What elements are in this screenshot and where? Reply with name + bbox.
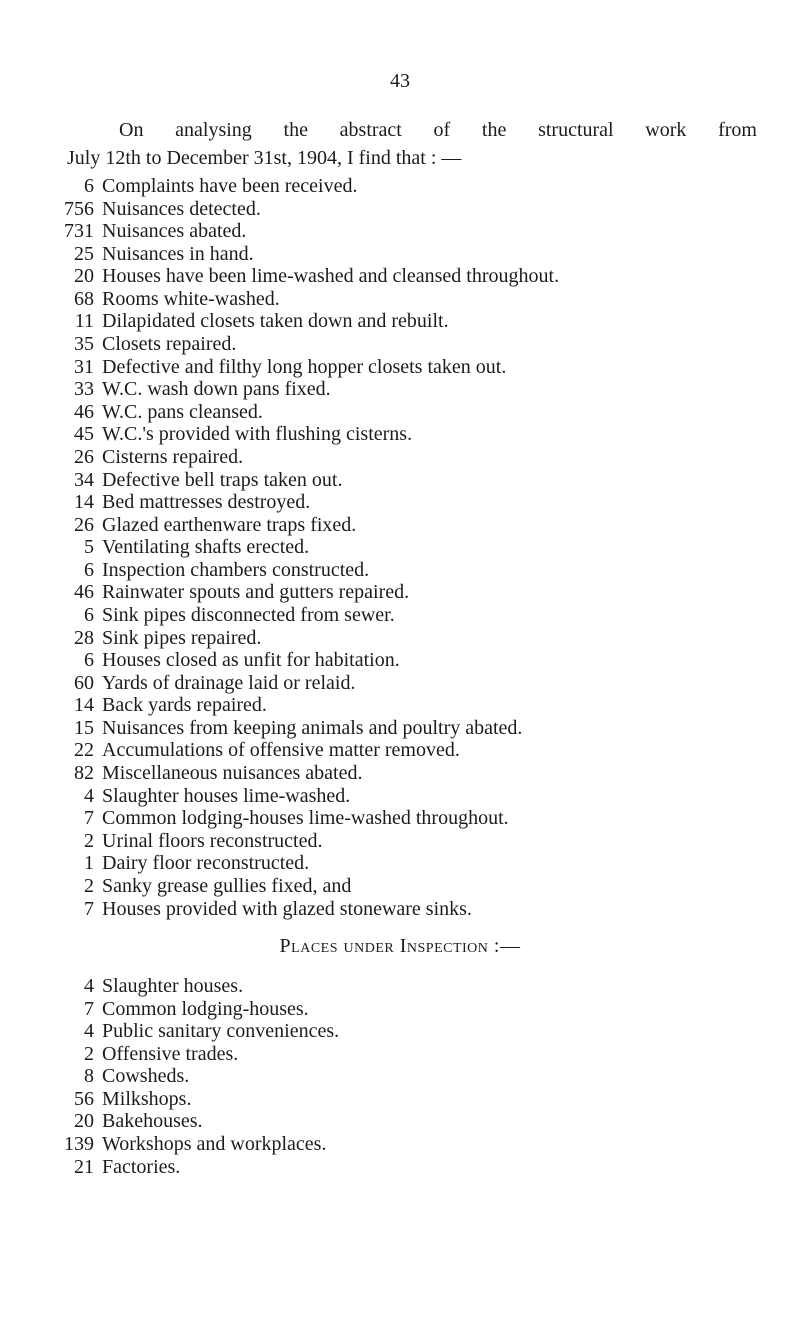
item-count: 14	[74, 694, 94, 717]
item-text: Common lodging-houses lime-washed throughout.	[102, 807, 509, 830]
list-item	[52, 581, 772, 604]
list-item	[52, 1020, 772, 1043]
item-text: Rainwater spouts and gutters repaired.	[102, 581, 410, 604]
item-text: Ventilating shafts erected.	[102, 536, 310, 559]
item-count: 4	[84, 784, 94, 807]
item-text: Dilapidated closets taken down and rebuilt.	[102, 310, 449, 333]
item-count: 26	[74, 445, 94, 468]
places-under-inspection-list	[52, 975, 772, 1178]
list-item	[52, 717, 772, 740]
list-item	[52, 514, 772, 537]
item-count: 4	[84, 1020, 94, 1043]
item-count: 2	[84, 1042, 94, 1065]
item-text: Dairy floor reconstructed.	[102, 852, 310, 875]
list-item	[52, 739, 772, 762]
item-count: 28	[74, 626, 94, 649]
item-count: 45	[74, 423, 94, 446]
list-item	[52, 1088, 772, 1111]
list-item	[52, 491, 772, 514]
item-text: Nuisances from keeping animals and poultry abated.	[102, 716, 523, 739]
item-text: Bakehouses.	[102, 1110, 203, 1133]
item-text: Sink pipes repaired.	[102, 626, 262, 649]
item-text: Bed mattresses destroyed.	[102, 491, 311, 514]
item-text: Nuisances detected.	[102, 197, 261, 220]
list-item	[52, 423, 772, 446]
item-text: Complaints have been received.	[102, 175, 358, 197]
item-text: Defective bell traps taken out.	[102, 468, 343, 491]
item-count: 60	[74, 671, 94, 694]
item-count: 6	[84, 603, 94, 626]
item-count: 7	[84, 997, 94, 1020]
list-item	[52, 243, 772, 266]
structural-work-list	[52, 175, 772, 920]
list-item	[52, 288, 772, 311]
item-count: 31	[74, 355, 94, 378]
item-count: 11	[74, 310, 94, 333]
item-count: 7	[84, 807, 94, 830]
list-item	[52, 469, 772, 492]
list-item	[52, 604, 772, 627]
item-count: 6	[84, 558, 94, 581]
item-count: 731	[64, 220, 94, 243]
list-item	[52, 627, 772, 650]
item-count: 35	[74, 333, 94, 356]
list-item	[52, 198, 772, 221]
intro-line-1: On analysing the abstract of the structural work from	[119, 119, 757, 141]
list-item	[52, 333, 772, 356]
list-item	[52, 898, 772, 921]
list-item	[52, 998, 772, 1021]
item-count: 33	[74, 378, 94, 401]
list-item	[52, 356, 772, 379]
item-text: Houses have been lime-washed and cleansed throughout.	[102, 265, 560, 288]
item-count: 46	[74, 400, 94, 423]
list-item	[52, 401, 772, 424]
item-text: Slaughter houses.	[102, 975, 244, 997]
item-count: 25	[74, 242, 94, 265]
item-text: Inspection chambers constructed.	[102, 558, 370, 581]
list-item	[52, 559, 772, 582]
item-count: 82	[74, 762, 94, 785]
list-item	[52, 875, 772, 898]
item-text: Glazed earthenware traps fixed.	[102, 513, 357, 536]
item-count: 139	[64, 1133, 94, 1156]
item-count: 20	[74, 1110, 94, 1133]
item-count: 2	[84, 874, 94, 897]
item-count: 756	[64, 197, 94, 220]
item-text: Urinal floors reconstructed.	[102, 829, 323, 852]
list-item	[52, 852, 772, 875]
item-count: 46	[74, 581, 94, 604]
item-text: Houses provided with glazed stoneware sinks.	[102, 897, 472, 920]
item-text: Defective and filthy long hopper closets taken out.	[102, 355, 507, 378]
item-text: Miscellaneous nuisances abated.	[102, 762, 363, 785]
item-text: W.C. wash down pans fixed.	[102, 378, 331, 401]
item-count: 4	[84, 975, 94, 997]
places-under-inspection-heading: Places under Inspection :—	[279, 935, 521, 957]
list-item	[52, 1156, 772, 1179]
list-item	[52, 1110, 772, 1133]
item-count: 5	[84, 536, 94, 559]
item-text: Common lodging-houses.	[102, 997, 309, 1020]
list-item	[52, 175, 772, 198]
item-count: 15	[74, 716, 94, 739]
item-text: Workshops and workplaces.	[102, 1133, 327, 1156]
item-text: Yards of drainage laid or relaid.	[102, 671, 356, 694]
item-text: Nuisances in hand.	[102, 242, 254, 265]
item-text: Public sanitary conveniences.	[102, 1020, 340, 1043]
item-text: Offensive trades.	[102, 1042, 239, 1065]
item-text: Closets repaired.	[102, 333, 237, 356]
item-text: Houses closed as unfit for habitation.	[102, 649, 400, 672]
list-item	[52, 1065, 772, 1088]
item-count: 56	[74, 1087, 94, 1110]
item-text: Factories.	[102, 1155, 181, 1178]
item-count: 20	[74, 265, 94, 288]
list-item	[52, 220, 772, 243]
item-count: 6	[84, 175, 94, 197]
list-item	[52, 830, 772, 853]
item-count: 68	[74, 287, 94, 310]
list-item	[52, 310, 772, 333]
item-text: Cisterns repaired.	[102, 445, 244, 468]
list-item	[52, 378, 772, 401]
page-number: 43	[390, 70, 410, 92]
item-count: 8	[84, 1065, 94, 1088]
item-text: W.C.'s provided with flushing cisterns.	[102, 423, 413, 446]
item-text: Sanky grease gullies fixed, and	[102, 874, 352, 897]
list-item	[52, 807, 772, 830]
intro-line-2: July 12th to December 31st, 1904, I find that : —	[67, 147, 462, 169]
list-item	[52, 446, 772, 469]
item-text: Milkshops.	[102, 1087, 192, 1110]
list-item	[52, 762, 772, 785]
item-text: Rooms white-washed.	[102, 287, 280, 310]
item-count: 6	[84, 649, 94, 672]
item-text: W.C. pans cleansed.	[102, 400, 263, 423]
item-count: 1	[84, 852, 94, 875]
item-count: 21	[74, 1155, 94, 1178]
list-item	[52, 265, 772, 288]
list-item	[52, 785, 772, 808]
list-item	[52, 1133, 772, 1156]
item-count: 26	[74, 513, 94, 536]
item-count: 7	[84, 897, 94, 920]
list-item	[52, 694, 772, 717]
item-text: Accumulations of offensive matter removed.	[102, 739, 460, 762]
list-item	[52, 536, 772, 559]
item-count: 14	[74, 491, 94, 514]
item-text: Nuisances abated.	[102, 220, 247, 243]
list-item	[52, 975, 772, 998]
intro-paragraph	[67, 116, 757, 172]
list-item	[52, 649, 772, 672]
item-text: Sink pipes disconnected from sewer.	[102, 603, 395, 626]
item-count: 22	[74, 739, 94, 762]
list-item	[52, 1043, 772, 1066]
item-text: Cowsheds.	[102, 1065, 190, 1088]
item-count: 2	[84, 829, 94, 852]
item-text: Slaughter houses lime-washed.	[102, 784, 351, 807]
list-item	[52, 672, 772, 695]
item-text: Back yards repaired.	[102, 694, 267, 717]
item-count: 34	[74, 468, 94, 491]
